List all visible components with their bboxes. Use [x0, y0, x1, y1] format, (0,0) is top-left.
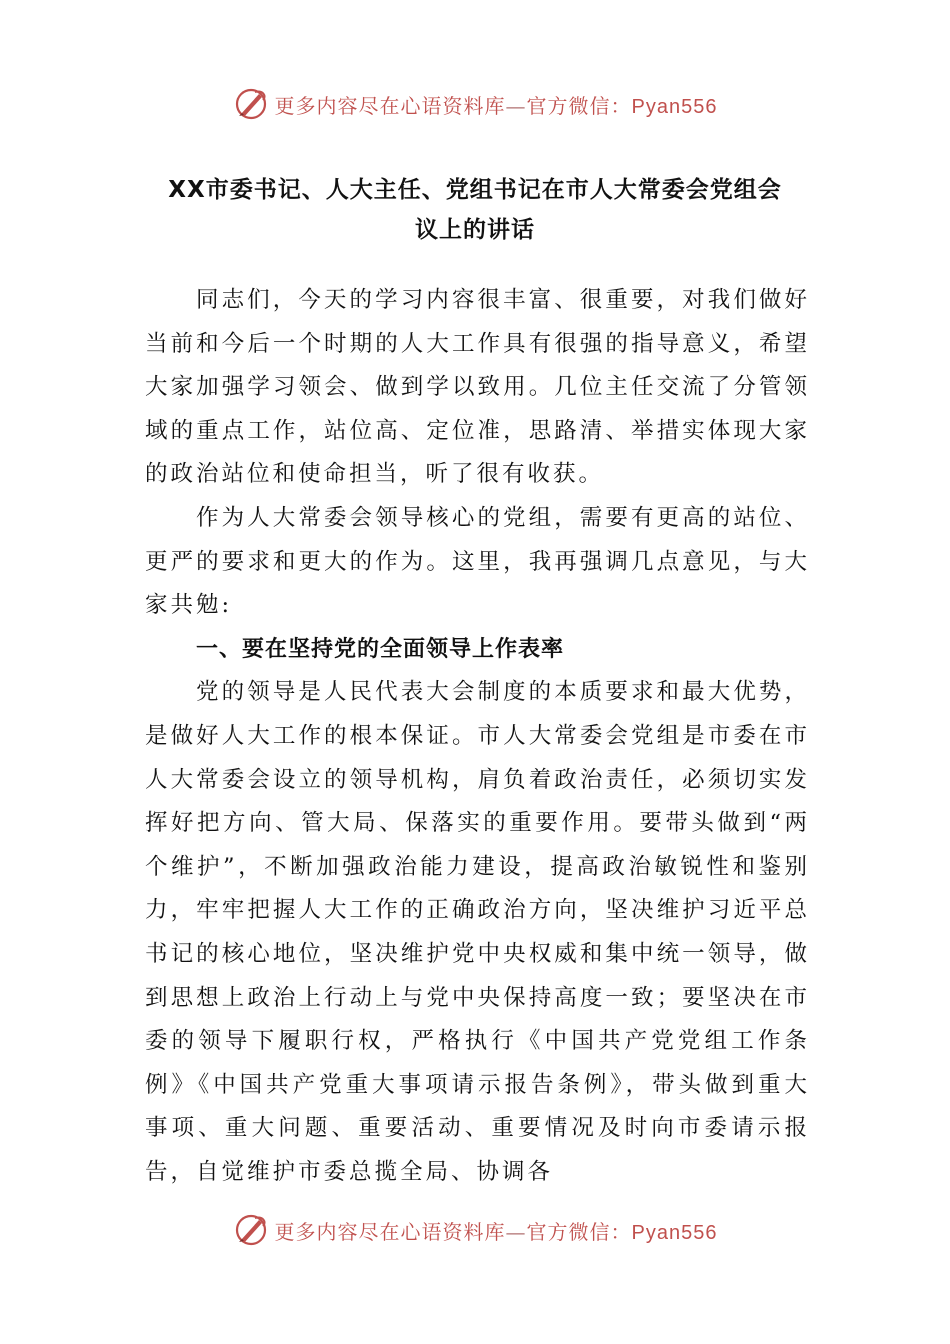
paragraph-1: 同志们，今天的学习内容很丰富、很重要，对我们做好当前和今后一个时期的人大工作具有很强的指导意义，希望大家加强学习领会、做到学以致用。几位主任交流了分管领域的重点工作，站位高、定位准，思路清、举措实体现大家的政治站位和使命担当，听了很有收获。: [145, 287, 810, 488]
header-watermark-banner: [0, 82, 950, 126]
watermark-text: [275, 90, 718, 119]
watermark-wechat-label: 官方微信：: [526, 93, 632, 118]
watermark-wechat-label: 官方微信：: [526, 1219, 632, 1244]
pen-quill-logo-icon: [233, 86, 269, 122]
document-title: [145, 170, 805, 250]
watermark-main-text: 更多内容尽在心语资料库: [274, 93, 506, 118]
watermark-text: [275, 1216, 718, 1245]
document-body: [145, 279, 810, 1194]
paragraph-3: 党的领导是人民代表大会制度的本质要求和最大优势，是做好人大工作的根本保证。市人大常委会党组是市委在市人大常委会设立的领导机构，肩负着政治责任，必须切实发挥好把方向、管大局、保落实的重要作用。要带头做到“两个维护”，不断加强政治能力建设，提高政治敏锐性和鉴别力，牢牢把握人大工作的正确政治方向，坚决维护习近平总书记的核心地位，坚决维护党中央权威和集中统一领导，做到思想上政治上行动上与党中央保持高度一致；要坚决在市委的领导下履职行权，严格执行《中国共产党党组工作条例》《中国共产党重大事项请示报告条例》，带头做到重大事项、重大问题、重要活动、重要情况及时向市委请示报告，自觉维护市委总揽全局、协调各: [145, 679, 810, 1185]
section-heading-1: 一、要在坚持党的全面领导上作表率: [196, 636, 565, 662]
watermark-wechat-id: Pyan556: [631, 95, 718, 118]
watermark-separator: —: [505, 1219, 527, 1244]
watermark-main-text: 更多内容尽在心语资料库: [274, 1219, 506, 1244]
watermark-wechat-id: Pyan556: [631, 1221, 718, 1244]
paragraph-2: 作为人大常委会领导核心的党组，需要有更高的站位、更严的要求和更大的作为。这里，我再强调几点意见，与大家共勉:: [145, 504, 810, 619]
pen-quill-logo-icon: [233, 1212, 269, 1248]
footer-watermark-banner: [0, 1208, 950, 1252]
title-line-1: XX市委书记、人大主任、党组书记在市人大常委会党组会: [168, 177, 782, 203]
watermark-separator: —: [505, 93, 527, 118]
title-line-2: 议上的讲话: [415, 217, 535, 243]
